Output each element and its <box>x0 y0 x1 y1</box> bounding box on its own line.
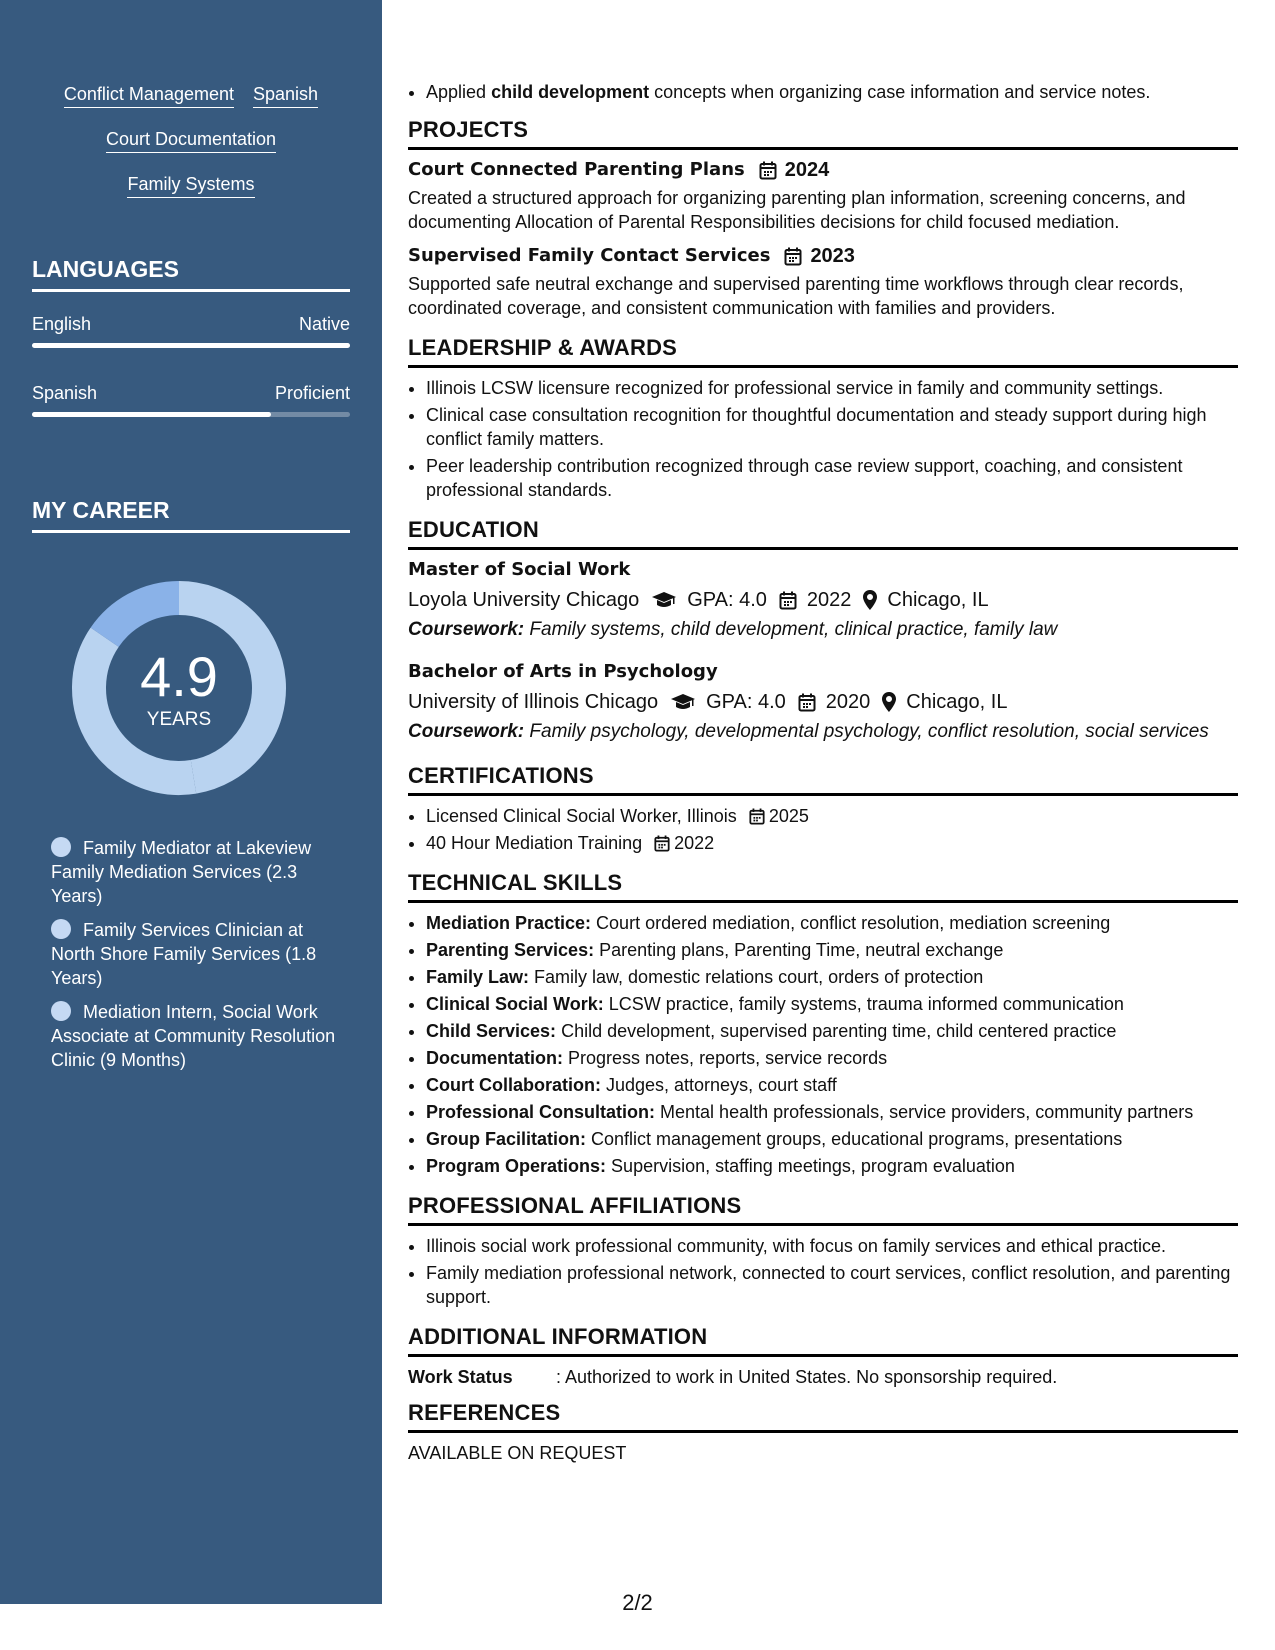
list-item: • Illinois LCSW licensure recognized for professional service in family and community settings. <box>426 376 1238 400</box>
skill-label: Mediation Practice: <box>426 913 592 933</box>
education-location: Chicago, IL <box>887 589 989 611</box>
references-heading: REFERENCES <box>408 1401 1238 1433</box>
career-total-value: 4.9 <box>140 645 218 708</box>
page-number: 2/2 <box>622 1590 653 1615</box>
affiliations-heading: PROFESSIONAL AFFILIATIONS <box>408 1194 1238 1226</box>
skill-label: Group Facilitation: <box>426 1129 586 1149</box>
skills-tags <box>0 84 382 219</box>
list-item <box>426 1127 1238 1151</box>
education-item <box>408 558 1238 642</box>
list-item <box>426 1154 1238 1178</box>
certification-name: • 40 Hour Mediation Training <box>426 833 643 853</box>
skill-text: Mental health professionals, service providers, community partners <box>655 1102 1194 1122</box>
references-text: AVAILABLE ON REQUEST <box>408 1443 627 1463</box>
skill-text: Family law, domestic relations court, orders of protection <box>529 967 984 987</box>
skill-text: Court ordered mediation, conflict resolution, mediation screening <box>591 913 1111 933</box>
coursework-label: Coursework: <box>408 619 525 640</box>
list-item <box>426 831 1238 855</box>
affiliations-list <box>408 1234 1238 1309</box>
language-level: Native <box>298 314 350 334</box>
skill-tag: Court Documentation <box>106 129 276 153</box>
career-dot-icon <box>51 837 71 857</box>
list-item <box>426 965 1238 989</box>
skill-label: Clinical Social Work: <box>426 994 604 1014</box>
project-year: 2024 <box>784 159 830 181</box>
career-total <box>66 575 292 801</box>
work-status-value: : Authorized to work in United States. No sponsorship required. <box>556 1367 1058 1387</box>
calendar-icon <box>749 808 765 825</box>
education-gpa: GPA: 4.0 <box>687 589 767 611</box>
list-item <box>426 1019 1238 1043</box>
skill-text: Parenting plans, Parenting Time, neutral exchange <box>594 940 1004 960</box>
education-location: Chicago, IL <box>906 691 1008 713</box>
list-item <box>426 938 1238 962</box>
project-title: Court Connected Parenting Plans <box>408 159 745 180</box>
location-pin-icon <box>863 590 877 610</box>
education-school: Loyola University Chicago <box>408 589 640 611</box>
leadership-list <box>408 376 1238 502</box>
coursework-text: Family systems, child development, clinical practice, family law <box>524 619 1058 640</box>
education-school: University of Illinois Chicago <box>408 691 659 713</box>
skill-label: Child Services: <box>426 1021 557 1041</box>
language-name: Spanish <box>32 383 98 403</box>
list-item <box>426 804 1238 828</box>
experience-continued-list <box>408 80 1238 104</box>
calendar-icon <box>784 247 802 266</box>
skill-label: Parenting Services: <box>426 940 595 960</box>
skill-tag: Spanish <box>253 84 318 108</box>
skill-label: Professional Consultation: <box>426 1102 656 1122</box>
skill-text: Child development, supervised parenting time, child centered practice <box>556 1021 1117 1041</box>
career-item-text: Mediation Intern, Social Work Associate at Community Resolution Clinic (9 Months) <box>51 1002 336 1070</box>
career-item <box>51 1000 341 1072</box>
technical-skills-list <box>408 911 1238 1178</box>
career-item <box>51 836 341 908</box>
education-meta <box>408 690 1238 714</box>
project-item <box>408 158 1238 234</box>
language-english <box>32 314 350 348</box>
list-item <box>426 911 1238 935</box>
skill-label: Documentation: <box>426 1048 563 1068</box>
education-degree: Master of Social Work <box>408 559 631 580</box>
education-coursework <box>408 720 1238 744</box>
skill-row <box>0 129 382 174</box>
education-heading: EDUCATION <box>408 518 1238 550</box>
bullet-bold: child development <box>491 82 650 102</box>
career-item <box>51 918 341 990</box>
education-degree: Bachelor of Arts in Psychology <box>408 661 718 682</box>
language-spanish <box>32 383 350 417</box>
skill-row <box>0 174 382 219</box>
skill-text: Supervision, staffing meetings, program evaluation <box>606 1156 1015 1176</box>
main-content <box>408 80 1238 1465</box>
project-description: Supported safe neutral exchange and supervised parenting time workflows through clear records, coordinated coverage, and consistent communication with families and providers. <box>408 274 1184 318</box>
list-item <box>426 992 1238 1016</box>
work-status-row <box>408 1365 1238 1389</box>
language-bar <box>32 343 350 348</box>
location-pin-icon <box>882 692 896 712</box>
bullet-text: concepts when organizing case information and service notes. <box>649 82 1151 102</box>
calendar-icon <box>759 161 777 180</box>
language-name: English <box>32 314 92 334</box>
skill-label: Program Operations: <box>426 1156 607 1176</box>
project-title: Supervised Family Contact Services <box>408 245 771 266</box>
career-dot-icon <box>51 1001 71 1021</box>
list-item <box>426 80 1238 104</box>
certification-year: 2025 <box>768 806 809 826</box>
skill-text: LCSW practice, family systems, trauma informed communication <box>603 994 1124 1014</box>
list-item: • Illinois social work professional community, with focus on family services and ethical practice. <box>426 1234 1238 1258</box>
career-item-text: Family Mediator at Lakeview Family Mediation Services (2.3 Years) <box>51 838 312 906</box>
career-dot-icon <box>51 919 71 939</box>
work-status-label: Work Status <box>408 1367 513 1387</box>
list-item <box>426 1100 1238 1124</box>
coursework-text: Family psychology, developmental psychology, conflict resolution, social services <box>524 721 1209 742</box>
language-level: Proficient <box>274 383 350 403</box>
career-item-text: Family Services Clinician at North Shore Family Services (1.8 Years) <box>51 920 317 988</box>
education-coursework <box>408 618 1238 642</box>
skill-text: Judges, attorneys, court staff <box>600 1075 837 1095</box>
education-year: 2020 <box>825 691 871 713</box>
calendar-icon <box>798 693 816 712</box>
projects-heading: PROJECTS <box>408 118 1238 150</box>
language-bar-fill <box>32 412 271 417</box>
skill-text: Conflict management groups, educational programs, presentations <box>586 1129 1123 1149</box>
project-title-row <box>408 244 1238 268</box>
certifications-heading: CERTIFICATIONS <box>408 764 1238 796</box>
certifications-list <box>408 804 1238 855</box>
list-item <box>426 1046 1238 1070</box>
career-heading: MY CAREER <box>32 497 350 533</box>
sidebar <box>0 0 382 1604</box>
project-title-row <box>408 158 1238 182</box>
education-meta <box>408 588 1238 612</box>
education-gpa: GPA: 4.0 <box>706 691 786 713</box>
list-item: • Family mediation professional network, connected to court services, conflict resolution, and parenting support. <box>426 1261 1238 1309</box>
language-bar <box>32 412 350 417</box>
skill-label: Court Collaboration: <box>426 1075 601 1095</box>
coursework-label: Coursework: <box>408 721 525 742</box>
language-bar-fill <box>32 343 350 348</box>
bullet-text: Applied <box>426 82 492 102</box>
calendar-icon <box>779 591 797 610</box>
project-description: Created a structured approach for organizing parenting plan information, screening concerns, and documenting Allocation of Parental Responsibilities decisions for child focused mediation. <box>408 188 1186 232</box>
education-year: 2022 <box>806 589 852 611</box>
languages-heading: LANGUAGES <box>32 256 350 292</box>
project-item <box>408 244 1238 320</box>
career-total-unit: YEARS <box>146 709 212 730</box>
list-item <box>426 1073 1238 1097</box>
list-item: • Peer leadership contribution recognized through case review support, coaching, and consistent professional standards. <box>426 454 1238 502</box>
additional-info-heading: ADDITIONAL INFORMATION <box>408 1325 1238 1357</box>
calendar-icon <box>654 835 670 852</box>
skill-tag: Family Systems <box>127 174 254 198</box>
certification-name: • Licensed Clinical Social Worker, Illinois <box>426 806 737 826</box>
skill-tag: Conflict Management <box>64 84 234 108</box>
graduation-cap-icon <box>670 693 696 711</box>
certification-year: 2022 <box>674 833 715 853</box>
skill-text: Progress notes, reports, service records <box>563 1048 888 1068</box>
skill-label: Family Law: <box>426 967 530 987</box>
technical-skills-heading: TECHNICAL SKILLS <box>408 871 1238 903</box>
education-item <box>408 660 1238 744</box>
leadership-heading: LEADERSHIP & AWARDS <box>408 336 1238 368</box>
graduation-cap-icon <box>651 591 677 609</box>
skill-row <box>0 84 382 129</box>
list-item: • Clinical case consultation recognition for thoughtful documentation and steady support during high conflict family matters. <box>426 403 1238 451</box>
project-year: 2023 <box>810 245 855 267</box>
career-list <box>51 836 341 1082</box>
